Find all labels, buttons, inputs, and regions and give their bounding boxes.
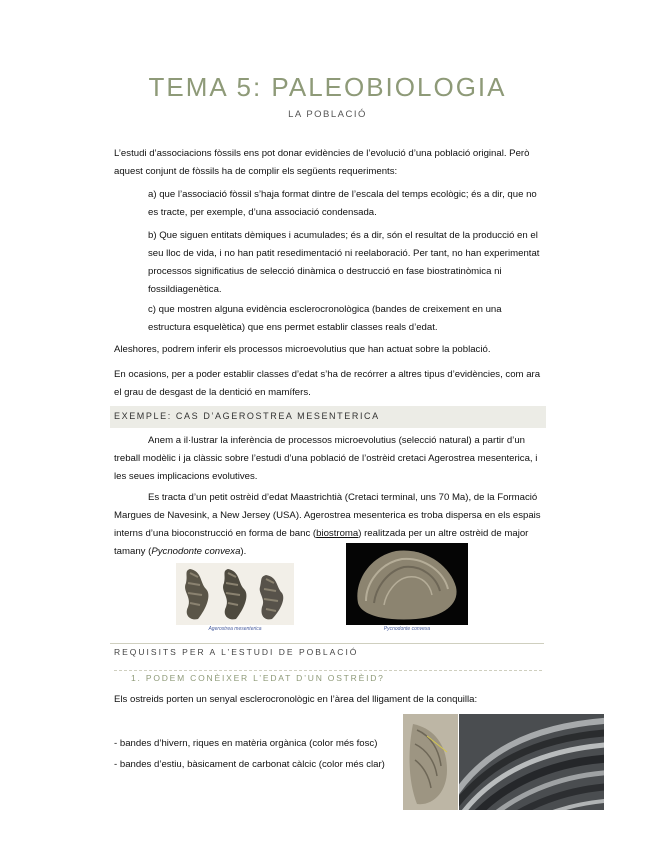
requirement-b: b) Que siguen entitats dèmiques i acumulades; és a dir, són el resultat de la producció en el seu lloc de vida, i no han patit resedimentació ni reelaboració. Per tant, no han experimentat processos significatius de selecció dinàmica o destrucció en fase biostratinòmica ni fossildiagenètica. [148, 230, 540, 295]
requirement-a: a) que l’associació fòssil s’haja format dintre de l’escala del temps ecològic; és a dir, que no es tracte, per exemple, d’una associació condensada. [148, 189, 537, 218]
ligament-shell-photo [403, 714, 458, 810]
summer-bands-item: - bandes d’estiu, bàsicament de carbonat càlcic (color més clar) [114, 759, 385, 770]
subsection-divider [114, 670, 542, 671]
example-heading-text: EXEMPLE: CAS D’AGEROSTREA MESENTERICA [114, 411, 380, 421]
caption-pycnodonte: Pycnodonte convexa [383, 626, 431, 632]
pycnodonte-illustration [346, 543, 468, 625]
conclusion-paragraph: Aleshores, podrem inferir els processos microevolutius que han actuat sobre la població. [114, 344, 491, 355]
agerostrea-specimens-photo [176, 563, 294, 625]
requisits-paragraph: Els ostreids porten un senyal esclerocronològic en l’àrea del lligament de la conquilla: [114, 694, 478, 705]
specimens-illustration [176, 563, 294, 625]
biostroma-term: biostroma [316, 528, 359, 539]
requirement-c: c) que mostren alguna evidència esclerocronològica (bandes de creixement en una estructura esquelètica) que ens permet establir classes reals d’edat. [148, 304, 502, 333]
caption-agerostrea: Agerostrea mesenterica [208, 626, 262, 632]
age-class-paragraph: En ocasions, per a poder establir classes d’edat s’ha de recórrer a altres tipus d’evidències, com ara el grau de desgast de la dentició en mamífers. [114, 369, 541, 398]
example-paragraph-2: Es tracta d’un petit ostrèid d’edat Maastrichtià (Cretaci terminal, uns 70 Ma), de la Formació Margues de Navesink, a New Jersey (USA). Agerostrea mesenterica es troba dispersa en els espais interns d’una bioconstrucció en forma de banc (biostroma) realitzada per un altre ostrèid de major tamany (Pycnodonte convexa). [114, 492, 541, 557]
example-paragraph-1: Anem a il·lustrar la inferència de processos microevolutius (selecció natural) a partir d’un treball modèlic i ja clàssic sobre l’estudi d’una població de l’ostrèid cretaci Agerostrea mesenterica, i les seues implicacions evolutives. [114, 435, 538, 482]
intro-paragraph: L’estudi d’associacions fòssils ens pot donar evidències de l’evolució d’una població original. Però aquest conjunt de fòssils ha de complir els següents requeriments: [114, 148, 530, 177]
species-name: Pycnodonte convexa [151, 546, 241, 557]
page-title: TEMA 5: PALEOBIOLOGIA [148, 72, 507, 102]
ligament-illustration [403, 714, 458, 810]
subsection-heading-1: 1. PODEM CONÈIXER L’EDAT D’UN OSTRÈID? [131, 673, 385, 683]
growth-bands-illustration [459, 714, 604, 810]
winter-bands-item: - bandes d’hivern, riques en matèria orgànica (color més fosc) [114, 738, 378, 749]
page-subtitle: LA POBLACIÓ [288, 109, 367, 120]
pycnodonte-photo [346, 543, 468, 625]
section-divider [110, 643, 544, 644]
requisits-heading: REQUISITS PER A L’ESTUDI DE POBLACIÓ [114, 647, 359, 657]
growth-bands-photo [459, 714, 604, 810]
example-section-heading [110, 406, 546, 428]
